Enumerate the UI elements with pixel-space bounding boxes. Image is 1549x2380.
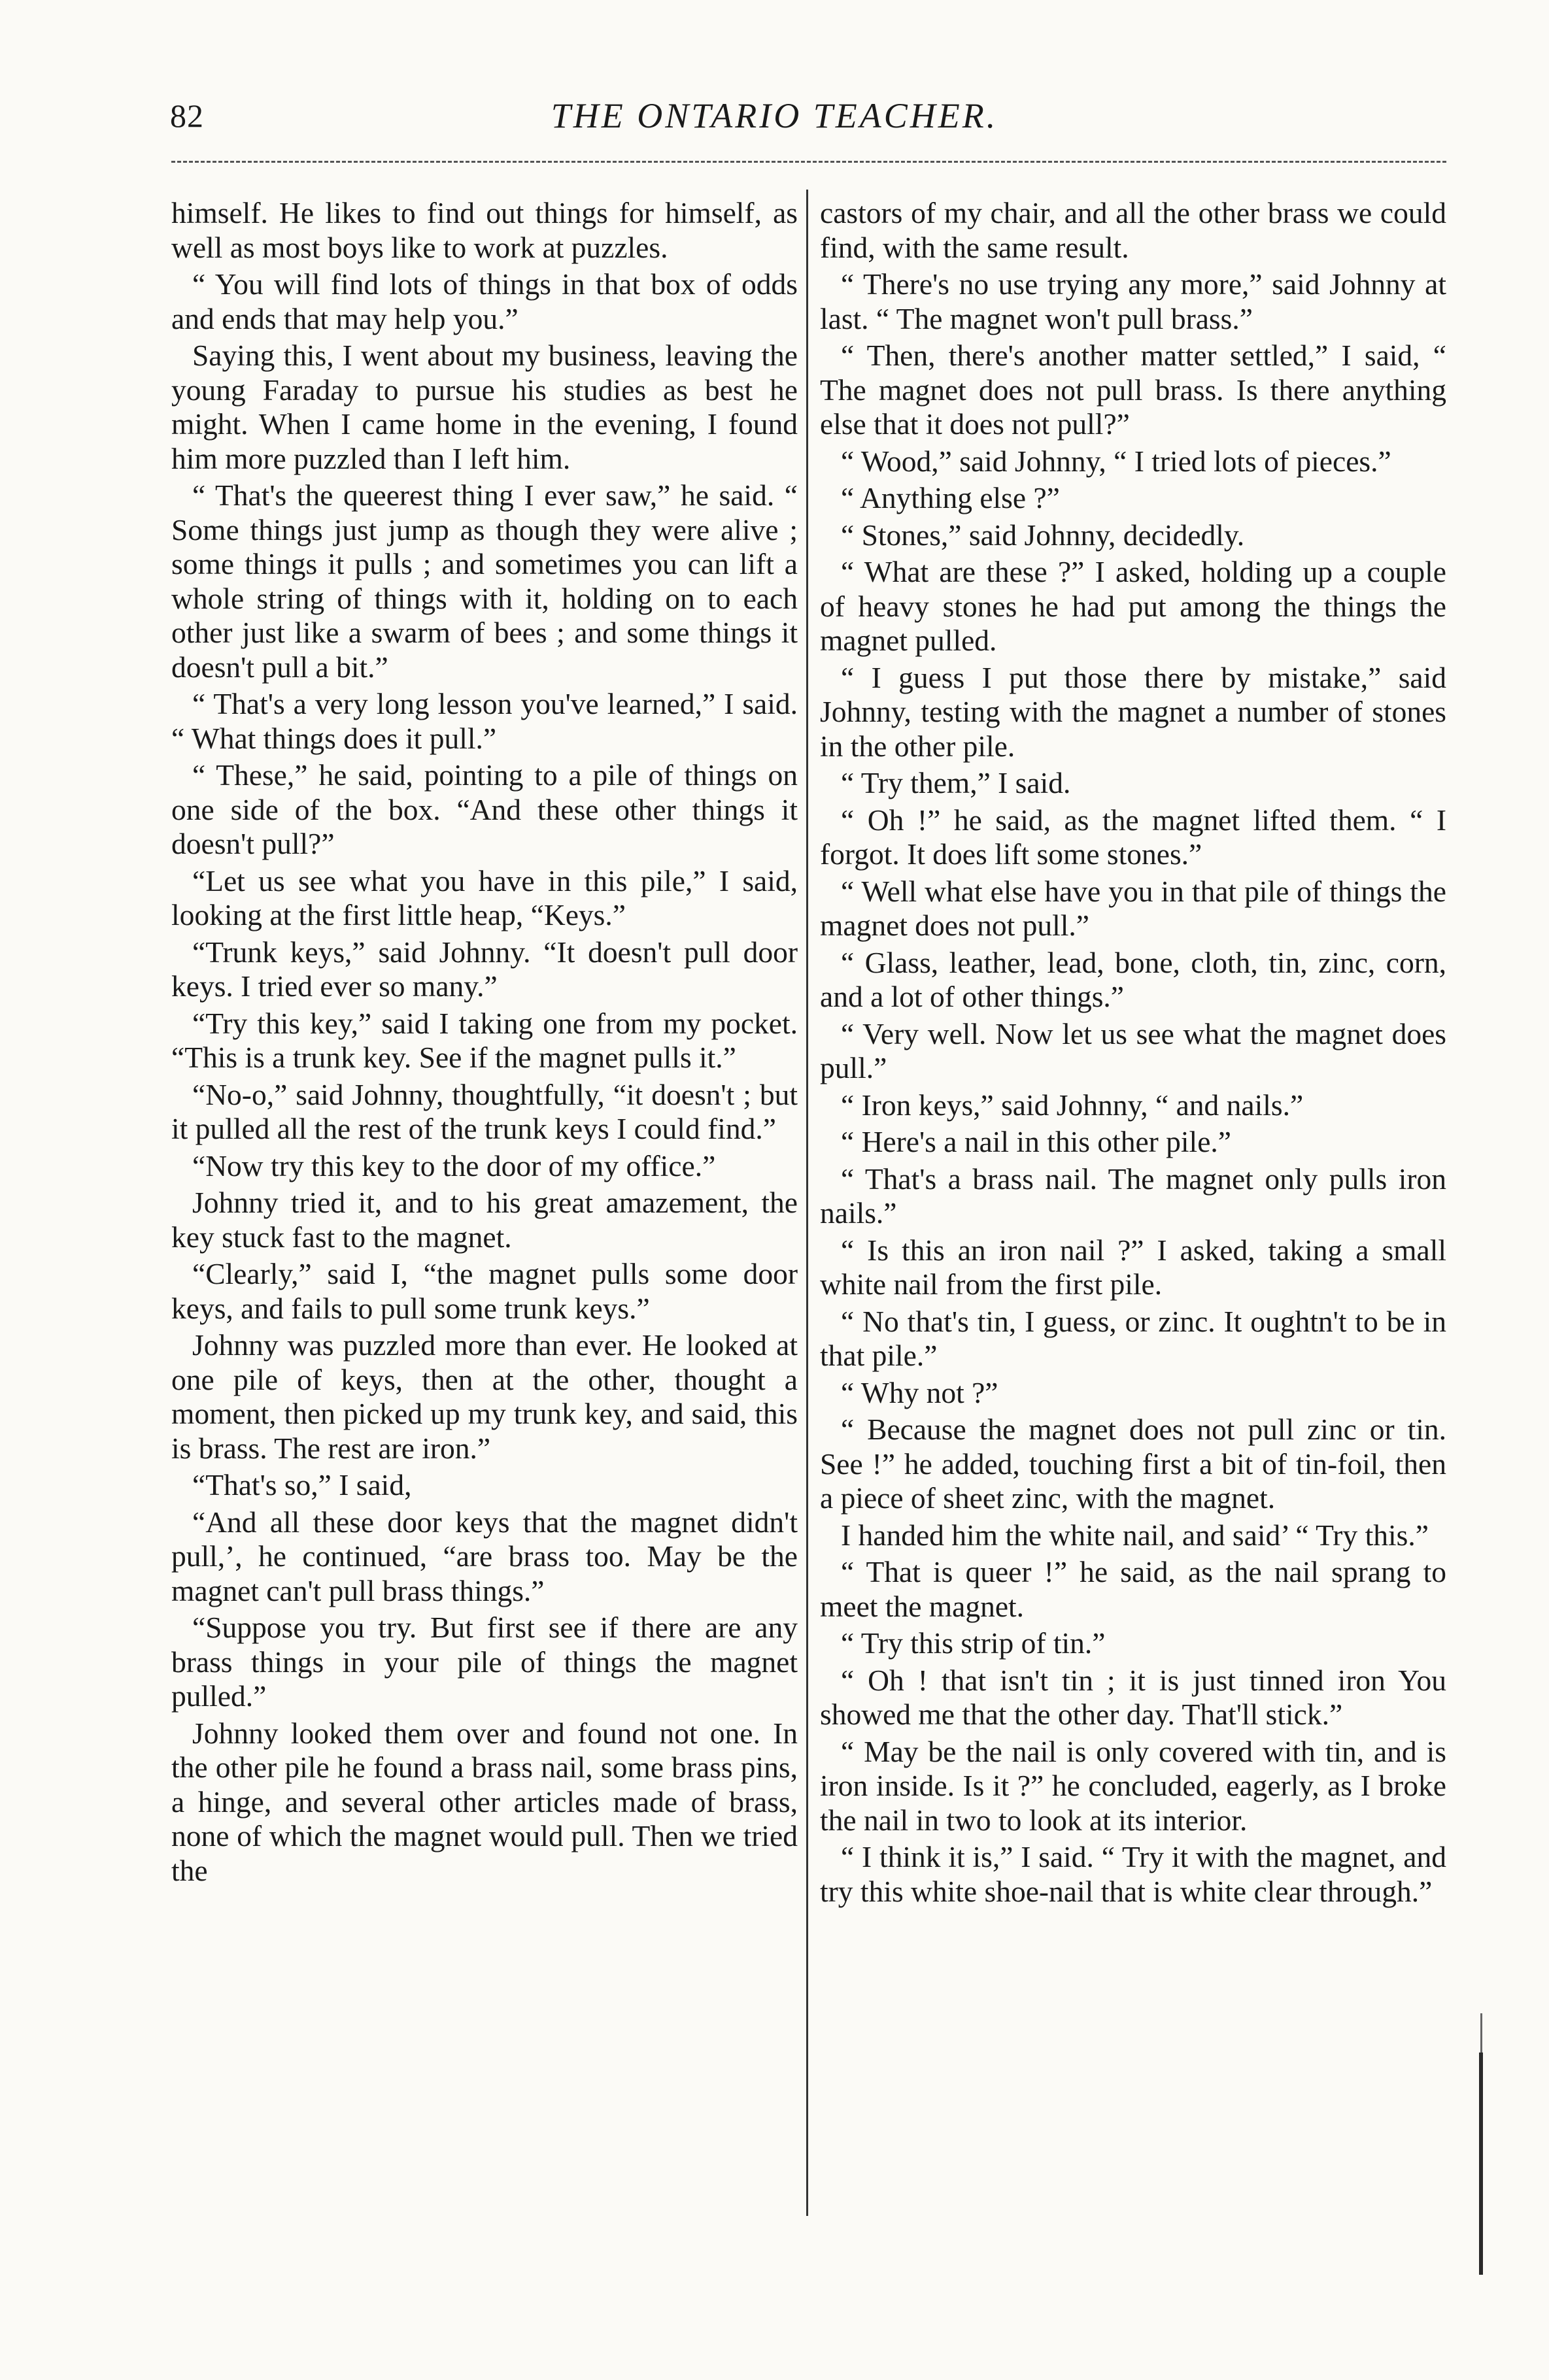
- running-head: THE ONTARIO TEACHER.: [551, 96, 998, 135]
- paragraph: “ No that's tin, I guess, or zinc. It oughtn't to be in that pile.”: [820, 1304, 1446, 1372]
- paragraph: “No-o,” said Johnny, thoughtfully, “it doesn't ; but it pulled all the rest of the trunk keys I could find.”: [171, 1077, 798, 1145]
- paragraph: Johnny was puzzled more than ever. He looked at one pile of keys, then at the other, thought a moment, then picked up my trunk key, and said, this is brass. The rest are iron.”: [171, 1328, 798, 1465]
- paragraph: “ Then, there's another matter settled,” I said, “ The magnet does not pull brass. Is there anything else that it does not pull?”: [820, 339, 1446, 441]
- paragraph: “ That's the queerest thing I ever saw,” he said. “ Some things just jump as though they were alive ; some things it pulls ; and sometimes you can lift a whole string of things with it, holding on to each other just like a swarm of bees ; and some things it doesn't pull a bit.”: [171, 478, 798, 684]
- left-column: [171, 196, 798, 1890]
- paragraph: “ What are these ?” I asked, holding up a couple of heavy stones he had put among the things the magnet pulled.: [820, 555, 1446, 657]
- paragraph: “ That is queer !” he said, as the nail sprang to meet the magnet.: [820, 1555, 1446, 1623]
- paragraph: “ That's a brass nail. The magnet only pulls iron nails.”: [820, 1162, 1446, 1230]
- paragraph: “ Oh !” he said, as the magnet lifted them. “ I forgot. It does lift some stones.”: [820, 803, 1446, 871]
- page-number: 82: [170, 97, 204, 134]
- paragraph: “ Try this strip of tin.”: [841, 1626, 1106, 1660]
- column-rule: [806, 190, 808, 2216]
- paragraph: castors of my chair, and all the other brass we could find, with the same result.: [820, 196, 1446, 264]
- paragraph: “ Wood,” said Johnny, “ I tried lots of pieces.”: [841, 444, 1391, 478]
- paragraph: Johnny tried it, and to his great amazement, the key stuck fast to the magnet.: [171, 1186, 798, 1254]
- paragraph: “ Here's a nail in this other pile.”: [841, 1125, 1231, 1158]
- paragraph: “ I think it is,” I said. “ Try it with the magnet, and try this white shoe-nail that is white clear through.”: [820, 1840, 1446, 1908]
- paragraph: “Let us see what you have in this pile,” I said, looking at the first little heap, “Keys.”: [171, 863, 798, 931]
- page-edge-mark: [1480, 2013, 1482, 2053]
- paragraph: “ You will find lots of things in that box of odds and ends that may help you.”: [171, 267, 798, 335]
- paragraph: “ Iron keys,” said Johnny, “ and nails.”: [841, 1088, 1304, 1122]
- paragraph: “That's so,” I said,: [192, 1468, 412, 1501]
- paragraph: himself. He likes to find out things for himself, as well as most boys like to work at puzzles.: [171, 196, 798, 264]
- paragraph: “ Well what else have you in that pile of things the magnet does not pull.”: [820, 874, 1446, 942]
- paragraph: “Suppose you try. But first see if there are any brass things in your pile of things the magnet pulled.”: [171, 1611, 798, 1713]
- paragraph: “ Try them,” I said.: [841, 766, 1071, 799]
- paragraph: “ May be the nail is only covered with tin, and is iron inside. Is it ?” he concluded, eagerly, as I broke the nail in two to look at its interior.: [820, 1734, 1446, 1837]
- paragraph: I handed him the white nail, and said’ “ Try this.”: [841, 1518, 1429, 1552]
- paragraph: Johnny looked them over and found not one. In the other pile he found a brass nail, some brass pins, a hinge, and several other articles made of brass, none of which the magnet would pull. Then we tried the: [171, 1716, 798, 1887]
- paragraph: “ Glass, leather, lead, bone, cloth, tin, zinc, corn, and a lot of other things.”: [820, 945, 1446, 1013]
- paragraph: “ That's a very long lesson you've learned,” I said. “ What things does it pull.”: [171, 687, 798, 755]
- paragraph: “Clearly,” said I, “the magnet pulls some door keys, and fails to pull some trunk keys.”: [171, 1257, 798, 1325]
- paragraph: “ Very well. Now let us see what the magnet does pull.”: [820, 1016, 1446, 1084]
- paragraph: “ I guess I put those there by mistake,” said Johnny, testing with the magnet a number of stones in the other pile.: [820, 660, 1446, 763]
- paragraph: “ Oh ! that isn't tin ; it is just tinned iron You showed me that the other day. That'll stick.”: [820, 1663, 1446, 1731]
- paragraph: “Try this key,” said I taking one from my pocket. “This is a trunk key. See if the magnet pulls it.”: [171, 1006, 798, 1074]
- paragraph: “ There's no use trying any more,” said Johnny at last. “ The magnet won't pull brass.”: [820, 267, 1446, 335]
- paragraph: “ Why not ?”: [841, 1375, 998, 1409]
- paragraph: “ Anything else ?”: [841, 481, 1060, 514]
- paragraph: “Trunk keys,” said Johnny. “It doesn't pull door keys. I tried ever so many.”: [171, 935, 798, 1003]
- paragraph: Saying this, I went about my business, leaving the young Faraday to pursue his studies as best he might. When I came home in the evening, I found him more puzzled than I left him.: [171, 339, 798, 475]
- header-rule: [171, 161, 1446, 163]
- paragraph: “ Because the magnet does not pull zinc or tin. See !” he added, touching first a bit of tin-foil, then a piece of sheet zinc, with the magnet.: [820, 1413, 1446, 1515]
- paragraph: “Now try this key to the door of my office.”: [192, 1148, 716, 1182]
- paragraph: “ Stones,” said Johnny, decidedly.: [841, 518, 1245, 552]
- paragraph: “ These,” he said, pointing to a pile of things on one side of the box. “And these other things it doesn't pull?”: [171, 758, 798, 860]
- right-column: [820, 196, 1446, 1911]
- paragraph: “ Is this an iron nail ?” I asked, taking a small white nail from the first pile.: [820, 1233, 1446, 1301]
- page-edge-mark: [1479, 2053, 1483, 2275]
- paragraph: “And all these door keys that the magnet didn't pull,’, he continued, “are brass too. May be the magnet can't pull brass things.”: [171, 1505, 798, 1607]
